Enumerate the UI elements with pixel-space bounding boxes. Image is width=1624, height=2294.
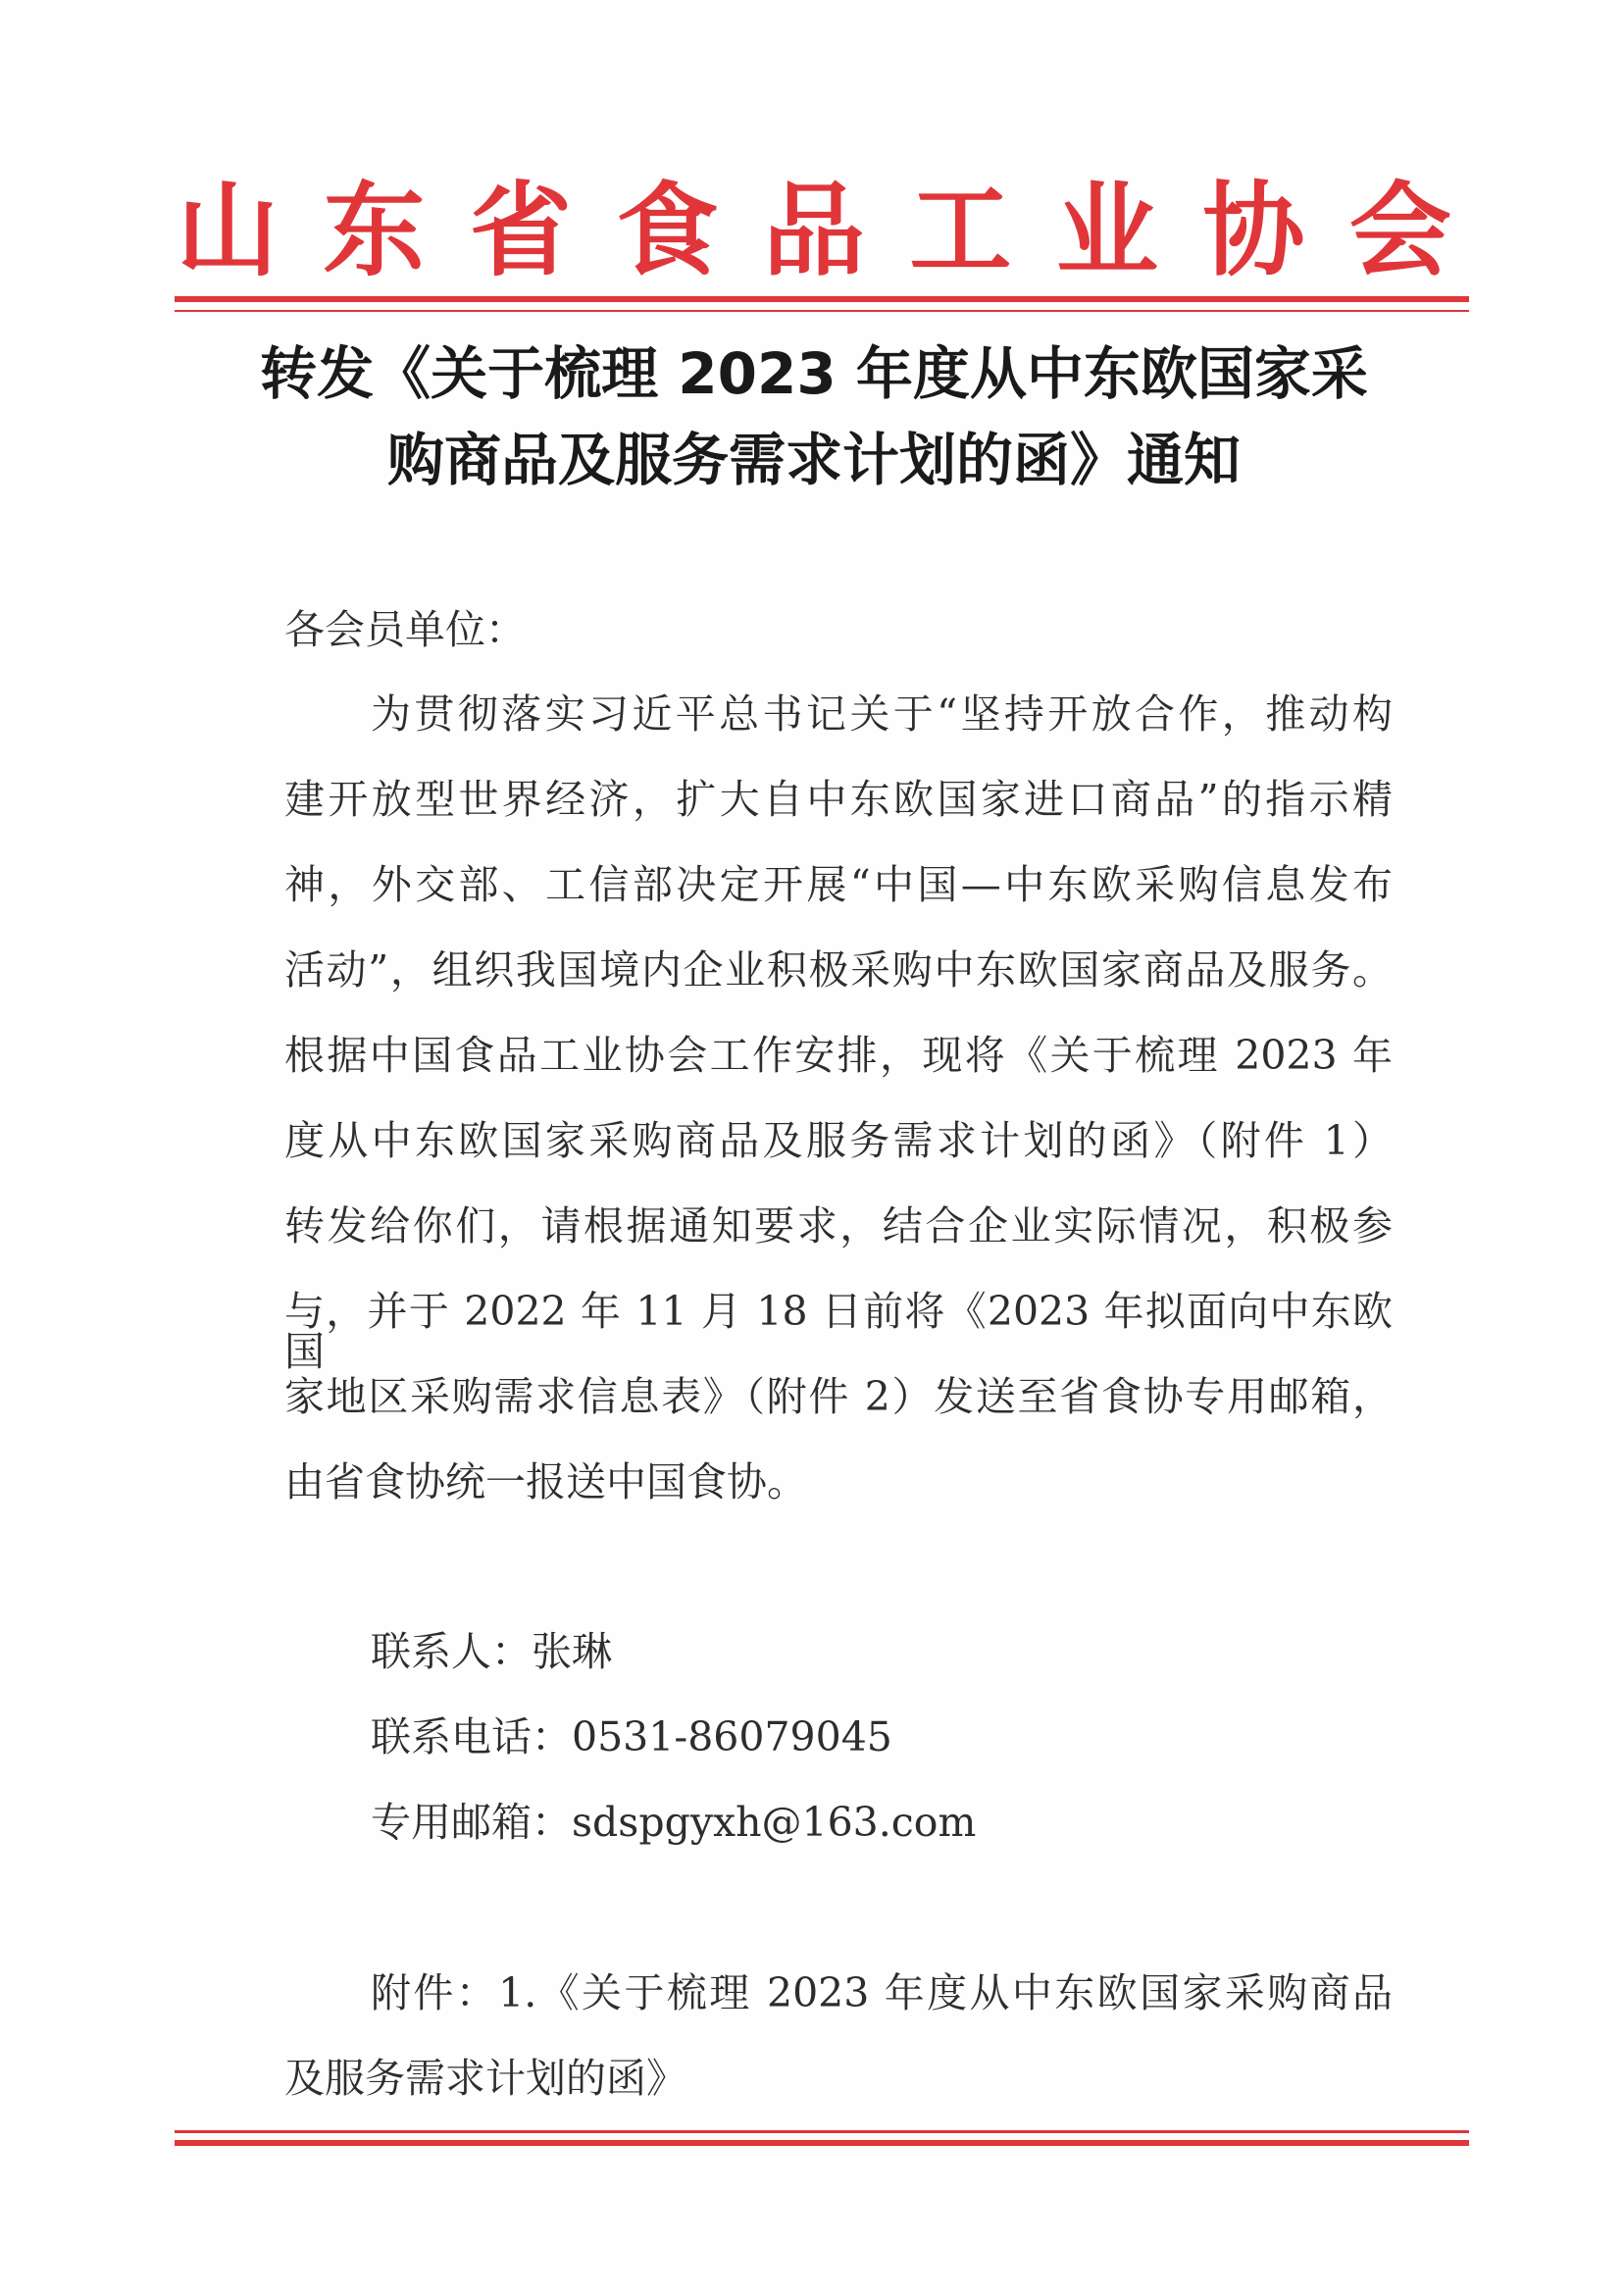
org-name-char: 东 [323,170,426,290]
org-name-char: 省 [469,170,572,290]
doc-title-line-1: 转发《关于梳理 2023 年度从中东欧国家采 [260,340,1368,407]
header-rule-thick [175,296,1469,302]
attachment-line-1: 附件：1.《关于梳理 2023 年度从中东欧国家采购商品 [371,1969,1393,2016]
footer-rule-thick [175,2140,1469,2146]
salutation: 各会员单位： [284,606,526,653]
org-name-char: 业 [1055,170,1158,290]
doc-title-line-2: 购商品及服务需求计划的函》通知 [386,427,1241,493]
paragraph-line: 转发给你们，请根据通知要求，结合企业实际情况，积极参 [284,1202,1393,1249]
contact-person: 联系人：张琳 [371,1628,612,1675]
paragraph-line: 由省食协统一报送中国食协。 [284,1458,807,1505]
org-name-char: 工 [909,170,1012,290]
paragraph-line: 神，外交部、工信部决定开展“中国—中东欧采购信息发布 [284,861,1393,908]
paragraph-line: 根据中国食品工业协会工作安排，现将《关于梳理 2023 年 [284,1032,1393,1079]
paragraph-line: 家地区采购需求信息表》（附件 2）发送至省食协专用邮箱， [284,1373,1393,1420]
org-name-char: 山 [177,170,279,290]
org-name-char: 会 [1348,170,1451,290]
org-name-char: 食 [616,170,719,290]
attachment-line-2: 及服务需求计划的函》 [284,2055,686,2102]
contact-email: 专用邮箱：sdspgyxh@163.com [371,1799,977,1846]
paragraph-line: 与，并于 2022 年 11 月 18 日前将《2023 年拟面向中东欧国 [284,1288,1393,1375]
paragraph-line: 活动”，组织我国境内企业积极采购中东欧国家商品及服务。 [284,946,1393,994]
org-name-char: 品 [762,170,865,290]
org-header [177,167,1451,294]
contact-phone: 联系电话：0531-86079045 [371,1713,892,1760]
paragraph-line: 为贯彻落实习近平总书记关于“坚持开放合作，推动构 [371,690,1393,738]
org-name-char: 协 [1202,170,1305,290]
header-rule-thin [175,310,1469,312]
paragraph-line: 度从中东欧国家采购商品及服务需求计划的函》（附件 1） [284,1117,1393,1164]
paragraph-line: 建开放型世界经济，扩大自中东欧国家进口商品”的指示精 [284,776,1393,823]
footer-rule-thin [175,2130,1469,2133]
